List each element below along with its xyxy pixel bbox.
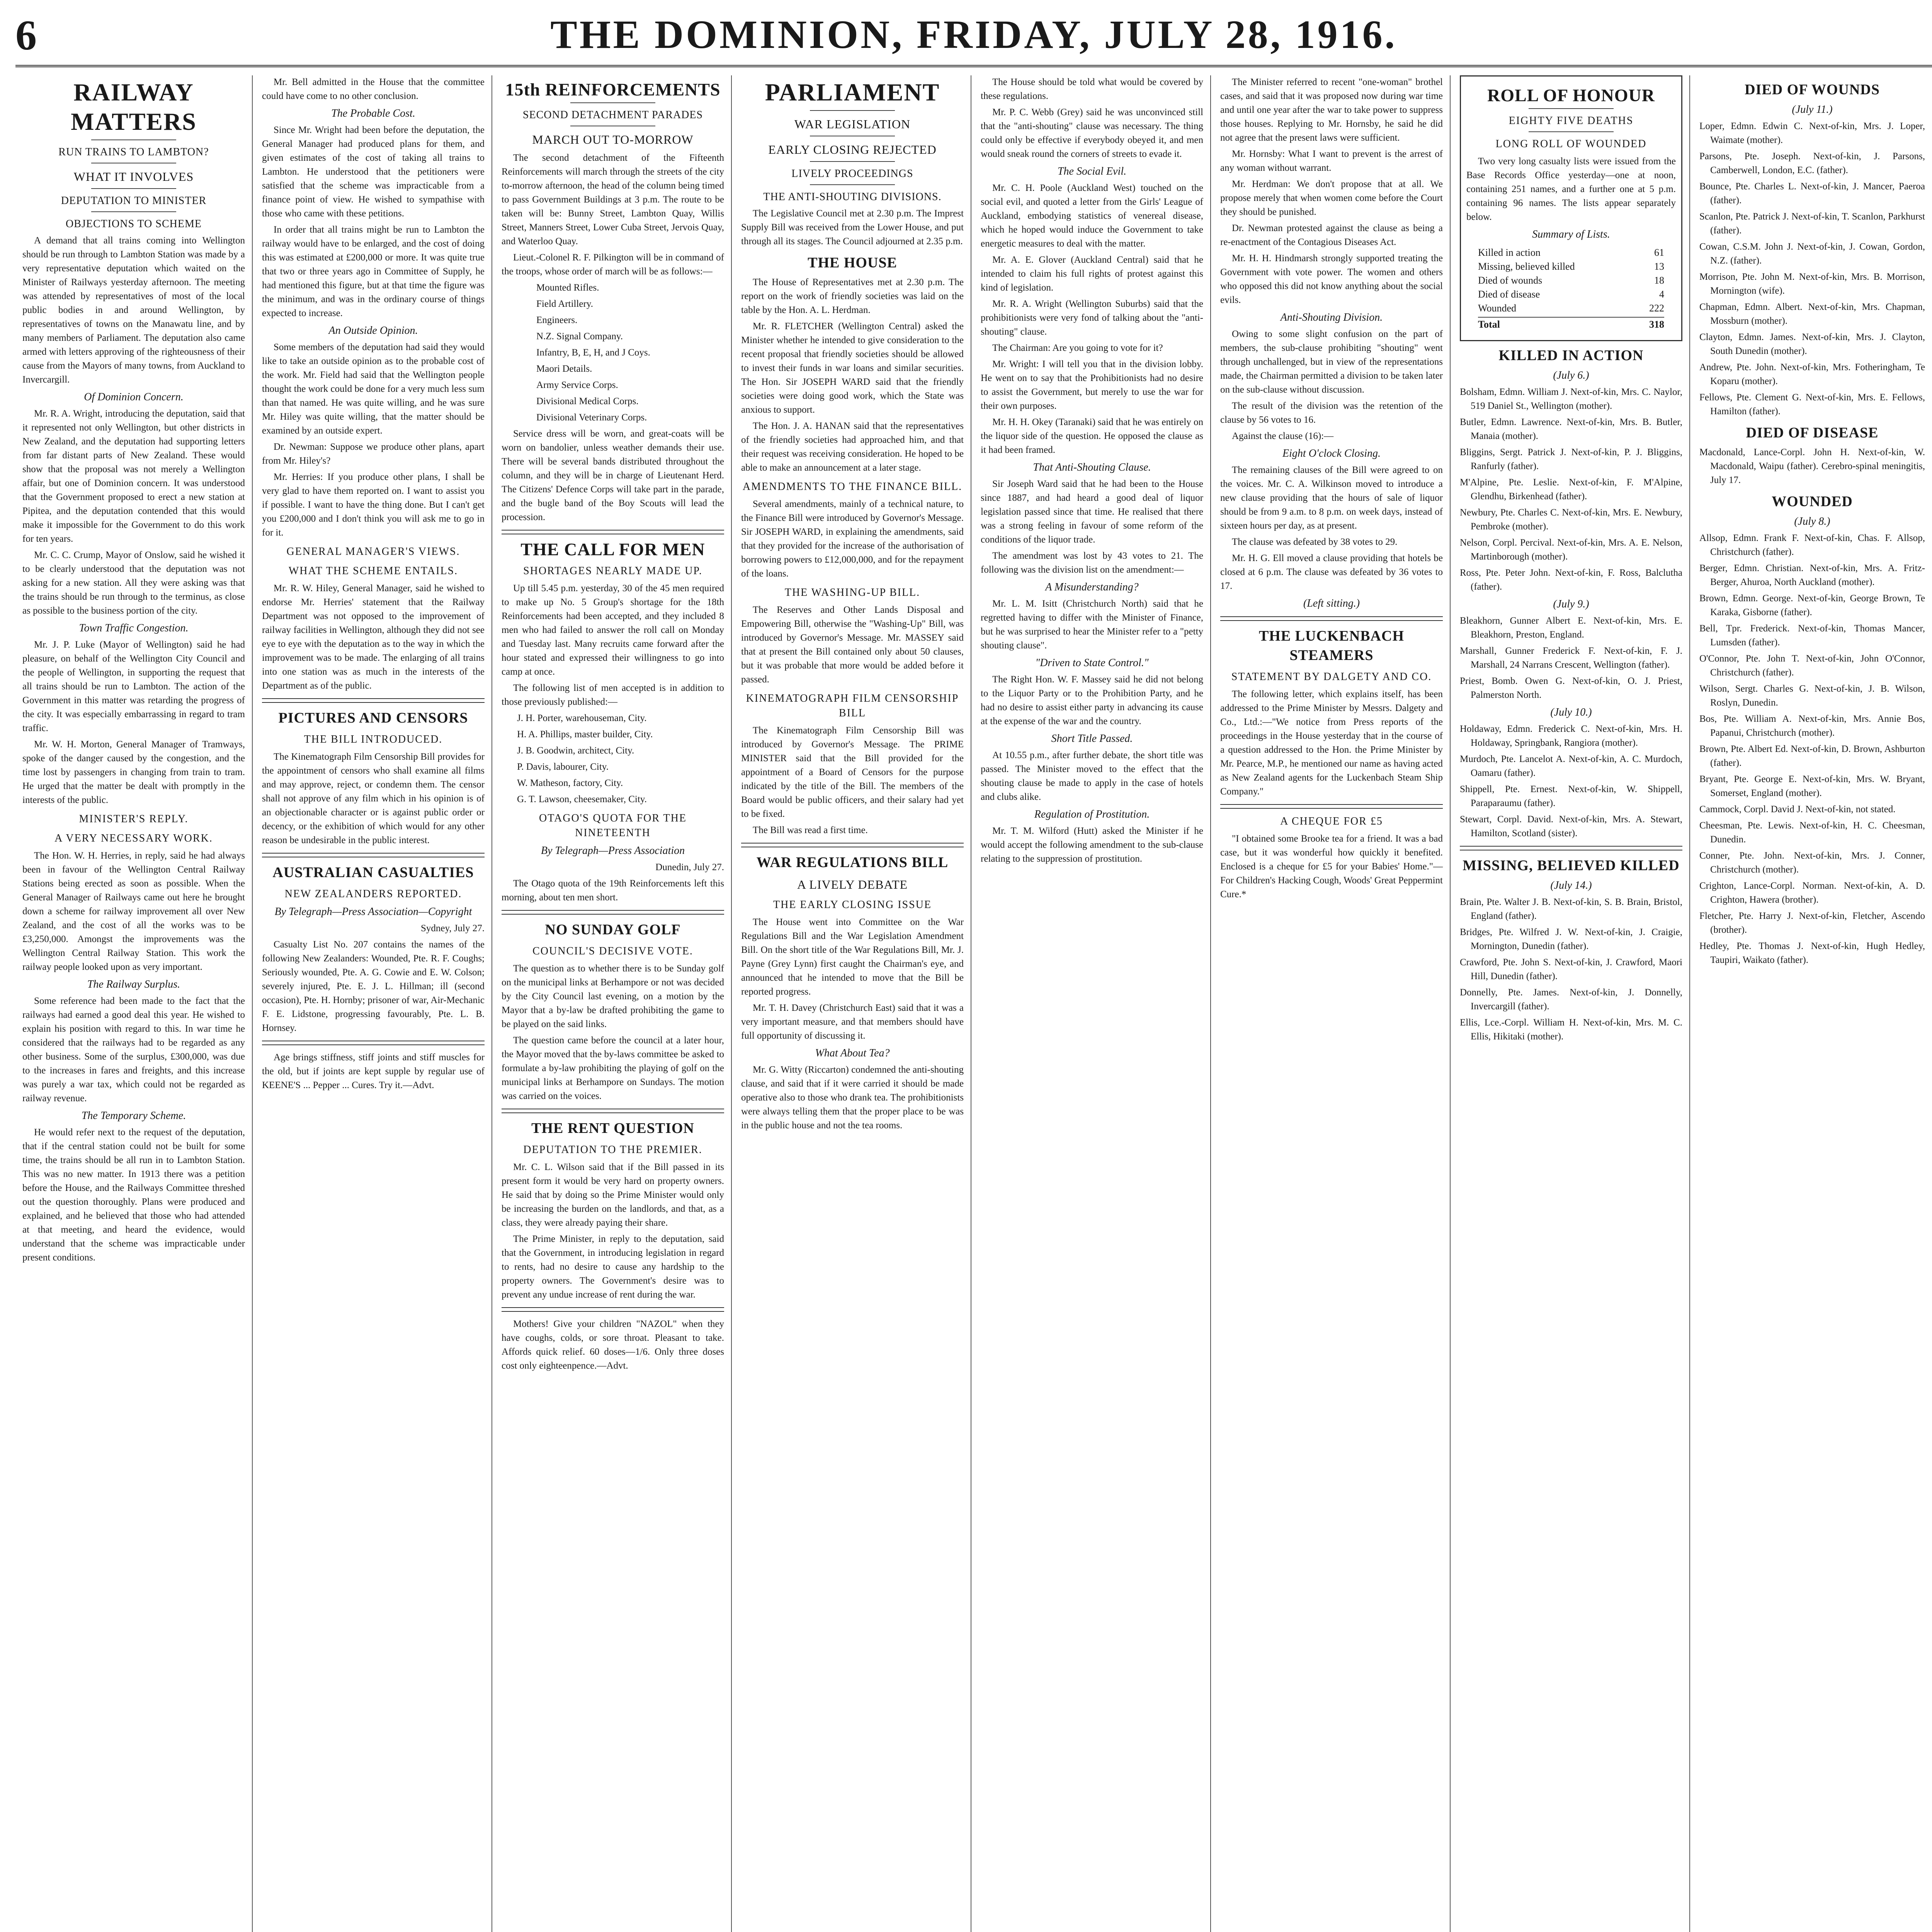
subheading: THE ANTI-SHOUTING DIVISIONS. (763, 191, 942, 203)
dateline: Sydney, July 27. (420, 923, 485, 934)
divider (91, 211, 176, 212)
subheading: That Anti-Shouting Clause. (1033, 461, 1151, 473)
summary-value: 13 (1654, 261, 1664, 272)
column-parliament-end (1213, 75, 1450, 1932)
paragraph: Mr. W. H. Morton, General Manager of Tramways, spoke of the danger caused by the congestion, and the time lost by passengers in changing from train to tram. He urged that the matter be dealt with promptly in the interests of the public. (22, 739, 245, 805)
summary-row (1478, 274, 1664, 287)
casualty-list (1699, 531, 1925, 967)
paragraph: The Hon. J. A. HANAN said that the representatives of the friendly societies had approached him, and that their request was receiving consideration. He hoped to be able to make an announcement at a later stage. (741, 421, 964, 473)
column-rule (1689, 75, 1690, 1932)
list-item: Stewart, Corpl. David. Next-of-kin, Mrs. A. Stewart, Hamilton, Scotland (sister). (1460, 814, 1682, 838)
paragraph: Mr. R. W. Hiley, General Manager, said he wished to endorse Mr. Herries' statement that the Railway Department was not opposed to the improvement of railway facilities in Wellington, although they did not see eye to eye with the deputation as to the way in which the improvement was to be made. The enlarging of all trains into one station was as much in the interests of the Department as of the public. (262, 583, 485, 691)
list-item: Army Service Corps. (536, 380, 618, 390)
list-item: Bliggins, Sergt. Patrick J. Next-of-kin, P. J. Bliggins, Ranfurly (father). (1460, 447, 1682, 471)
list-item: Macdonald, Lance-Corpl. John H. Next-of-kin, W. Macdonald, Waipu (father). Cerebro-spinal meningitis, July 17. (1699, 447, 1925, 485)
paragraph: The Chairman: Are you going to vote for it? (992, 343, 1163, 353)
paragraph: Mr. H. H. Okey (Taranaki) said that he was entirely on the liquor side of the question. He opposed the clause as it had been framed. (981, 417, 1204, 455)
casualty-list (1699, 119, 1925, 418)
list-item: Holdaway, Edmn. Frederick C. Next-of-kin, Mrs. H. Holdaway, Springbank, Rangiora (mother). (1460, 724, 1682, 748)
list-item: Cammock, Corpl. David J. Next-of-kin, not stated. (1699, 804, 1896, 815)
headline-railway-matters: RAILWAY MATTERS (71, 78, 197, 135)
list-item: Field Artillery. (536, 299, 593, 309)
paragraph: The Prime Minister, in reply to the deputation, said that the Government, in introducing legislation in regard to rents, had no desire to cause any hardship to the property owners. The Government's desire was to prevent any undue increase of rent during the war. (502, 1234, 724, 1300)
paragraph: Mr. Wright: I will tell you that in the division lobby. He went on to say that the Prohibitionists had no desire to assist the Government, but merely to use the war for their own purposes. (981, 359, 1203, 411)
list-item: Butler, Edmn. Lawrence. Next-of-kin, Mrs. B. Butler, Manaia (mother). (1460, 417, 1682, 441)
list-item: Ross, Pte. Peter John. Next-of-kin, F. Ross, Balclutha (father). (1460, 568, 1682, 592)
divider (502, 530, 724, 534)
byline: By Telegraph—Press Association—Copyright (274, 906, 472, 918)
divider (262, 853, 485, 857)
paragraph: The question as to whether there is to be Sunday golf on the municipal links at Berhampore or not was decided by the City Council last evening, on a motion by the Mayor that a by-law be drafted prohibiting the game to be played on the said links. (502, 963, 724, 1029)
paragraph: Dr. Newman: Suppose we produce other plans, apart from Mr. Hiley's? (262, 442, 485, 466)
paragraph: The House went into Committee on the War Regulations Bill and the War Legislation Amendment Bill. On the short title of the War Regulations Bill, Mr. J. Payne (Grey Lynn) first caught the Chairman's eye, and announced that he intended to move that the Bill be reported progress. (741, 917, 964, 997)
list-item: Nelson, Corpl. Percival. Next-of-kin, Mrs. A. E. Nelson, Martinborough (mother). (1460, 537, 1682, 562)
headline-killed-in-action: KILLED IN ACTION (1498, 347, 1644, 364)
subheading: MINISTER'S REPLY. (79, 813, 189, 825)
subheading: Regulation of Prostitution. (1034, 808, 1150, 820)
subheading: THE EARLY CLOSING ISSUE (773, 899, 932, 911)
divider (502, 1109, 724, 1113)
paragraph: Mr. C. H. Poole (Auckland West) touched on the social evil, and quoted a letter from the Girls' League of Auckland, embodying statistics of venereal disease, which he hoped would induce the Government to take energetic measures to deal with the matter. (981, 183, 1203, 249)
subheading: SHORTAGES NEARLY MADE UP. (523, 565, 702, 577)
list-item: Morrison, Pte. John M. Next-of-kin, Mrs. B. Morrison, Mornington (wife). (1699, 272, 1925, 296)
headline-cheque: A CHEQUE FOR £5 (1280, 815, 1383, 827)
headline-roll-of-honour: ROLL OF HONOUR (1487, 85, 1655, 105)
list-item: J. H. Porter, warehouseman, City. (517, 713, 647, 723)
summary-label: Wounded (1478, 303, 1516, 314)
date-heading: (July 8.) (1794, 515, 1830, 527)
subheading-the-house: THE HOUSE (808, 255, 897, 271)
paragraph: Owing to some slight confusion on the part of members, the sub-clause prohibiting "shouting" went through unchallenged, but in view of the representations made, the Chairman permitted a division to be taken later on the sub-clause without discussion. (1220, 329, 1443, 395)
summary-label: Missing, believed killed (1478, 261, 1575, 272)
subheading: WAR LEGISLATION (794, 117, 911, 131)
list-item: J. B. Goodwin, architect, City. (517, 745, 634, 756)
paragraph: The following list of men accepted is in addition to those previously published:— (502, 683, 724, 707)
paragraph: Mr. Hornsby: What I want to prevent is the arrest of any woman without warrant. (1220, 149, 1443, 173)
paragraph: Some reference had been made to the fact that the railways had earned a good deal this year. He wished to explain his position with regard to this. In war time he considered that the railways had to be regarded as any other business. Some of the surplus, £300,000, was due to the increases in fares and freights, and this increase was purely a war tax, which could not be regarded as railway revenue. (22, 996, 245, 1104)
summary-value: 61 (1654, 247, 1664, 258)
list-item: Hedley, Pte. Thomas J. Next-of-kin, Hugh Hedley, Taupiri, Waikato (father). (1699, 941, 1925, 965)
paragraph: He would refer next to the request of the deputation, that if the central station could not be built for some time, the trains should be all run in to Lambton Station. This was no new matter. In 1913 there was a petition before the House, and the Railways Committee threshed out the question thoroughly. Plans were produced and explained, and he believed that those who had attended at that meeting, and heard the evidence, would understand that the scheme was impracticable under present conditions. (22, 1127, 245, 1263)
subheading: What About Tea? (815, 1047, 890, 1059)
subheading: The Railway Surplus. (87, 978, 180, 990)
list-item: H. A. Phillips, master builder, City. (517, 729, 653, 740)
casualty-list (1460, 722, 1682, 840)
column-railway-matters (15, 75, 252, 1932)
headline-15th-reinforcements: 15th REINFORCEMENTS (505, 80, 721, 99)
headline-luckenbach-steamers: THE LUCKENBACH STEAMERS (1259, 628, 1405, 663)
paragraph: The Hon. W. H. Herries, in reply, said he had always been in favour of the Wellington Central Railway Stations being erected as soon as possible. When the General Manager of Railways came out here he brought down a scheme for railway improvement all over New Zealand, and the cost of all the works was to be £3,250,000. Amongst the improvements was the Wellington Central Railway Station. This work the railway people looked upon as very important. (22, 850, 245, 972)
paragraph: Mr. G. Witty (Riccarton) condemned the anti-shouting clause, and said that if it were carried it should be made operative also to those who drank tea. The prohibitionists were always telling them that the proper place to be was in the public house and not the tea rooms. (741, 1065, 964, 1131)
paragraph: A demand that all trains coming into Wellington should be run through to Lambton Station was made by a very representative deputation which waited on the Minister of Railways yesterday afternoon. The meeting was attended by representatives of most of the local public bodies in and around Wellington, by representatives of towns on the Manawatu line, and by many members of Parliament. The deputation also came armed with letters approving of the righteousness of their cause from the Mayors of many towns, from Auckland to Invercargill. (22, 235, 245, 385)
subheading: The Probable Cost. (331, 107, 415, 119)
subheading: EARLY CLOSING REJECTED (768, 143, 937, 156)
list-item: Fellows, Pte. Clement G. Next-of-kin, Mrs. E. Fellows, Hamilton (father). (1699, 392, 1925, 417)
list-item: Divisional Medical Corps. (536, 396, 639, 406)
subheading: EIGHTY FIVE DEATHS (1509, 115, 1634, 127)
paragraph: Mr. C. C. Crump, Mayor of Onslow, said he wished it to be clearly understood that the deputation was not asking for a new station. All they were asking was that the trains should be run through to the terminus, as close as possible to the business portion of the city. (22, 550, 245, 616)
paragraph: Mr. Herdman: We don't propose that at all. We propose merely that when women come before the Court they should be punished. (1220, 179, 1443, 217)
paragraph: The clause was defeated by 38 votes to 29. (1232, 537, 1398, 547)
list-item: Conner, Pte. John. Next-of-kin, Mrs. J. Conner, Christchurch (mother). (1699, 850, 1925, 875)
casualty-list (1460, 895, 1682, 1044)
newspaper-title: THE DOMINION, FRIDAY, JULY 28, 1916. (550, 12, 1397, 57)
paragraph: In order that all trains might be run to Lambton the railway would have to be enlarged, and the cost of doing this was estimated at £200,000 or more. It was quite true that two or three years ago in Committee of Supply, he had mentioned this figure, but at that time the figure was the minimum, and was in the ordinary course of things expected to increase. (262, 224, 485, 318)
paragraph: The remaining clauses of the Bill were agreed to on the voices. Mr. C. A. Wilkinson moved to introduce a new clause providing that the hours of sale of liquor should be from 9 a.m. to 8 p.m. on week days, instead of sixteen hours per day, as at present. (1220, 465, 1443, 531)
headline-wounded: WOUNDED (1772, 493, 1853, 510)
paragraph: Mr. T. M. Wilford (Hutt) asked the Minister if he would accept the following amendment to the sub-clause relating to the suppression of prostitution. (981, 826, 1203, 864)
list-item: Maori Details. (536, 364, 592, 374)
paragraph: Mr. A. E. Glover (Auckland Central) said that he intended to claim his full rights of protest against this kind of legislation. (981, 255, 1203, 293)
list-item: Priest, Bomb. Owen G. Next-of-kin, O. J. Priest, Palmerston North. (1460, 676, 1682, 700)
subheading: AMENDMENTS TO THE FINANCE BILL. (742, 481, 963, 493)
list-item: Newbury, Pte. Charles C. Next-of-kin, Mrs. E. Newbury, Pembroke (mother). (1460, 507, 1682, 532)
list-item: Murdoch, Pte. Lancelot A. Next-of-kin, A. C. Murdoch, Oamaru (father). (1460, 754, 1682, 778)
paragraph: The Otago quota of the 19th Reinforcements left this morning, about ten men short. (502, 878, 724, 903)
subheading: MARCH OUT TO-MORROW (532, 133, 694, 146)
summary-label: Total (1478, 319, 1500, 330)
subhead-objections: OBJECTIONS TO SCHEME (66, 218, 202, 230)
list-item: Scanlon, Pte. Patrick J. Next-of-kin, T. Scanlon, Parkhurst (father). (1699, 211, 1925, 236)
subheading: The Social Evil. (1057, 165, 1127, 177)
advertisement: Mothers! Give your children "NAZOL" when they have coughs, colds, or sore throat. Pleasant to take. Affords quick relief. 60 doses—1/6. Only three doses cost only eighteenpence.—Advt. (502, 1319, 724, 1371)
paragraph: Mr. P. C. Webb (Grey) said he was unconvinced still that the "anti-shouting" clause was necessary. The thing could only be effective if everybody obeyed it, and men would sneak round the corners of streets to evade it. (981, 107, 1203, 159)
paragraph: The question came before the council at a later hour, the Mayor moved that the by-laws committee be asked to formulate a by-law prohibiting the playing of golf on the municipal links at Berhampore on Sundays. The motion was carried on the voices. (502, 1035, 724, 1101)
date-heading: (July 10.) (1550, 706, 1592, 718)
list-item: Bridges, Pte. Wilfred J. W. Next-of-kin, J. Craigie, Mornington, Dunedin (father). (1460, 927, 1682, 951)
list-item: Crawford, Pte. John S. Next-of-kin, J. Crawford, Maori Hill, Dunedin (father). (1460, 957, 1682, 981)
paragraph: The House should be told what would be covered by these regulations. (981, 77, 1203, 101)
subheading: A Misunderstanding? (1045, 581, 1139, 593)
divider (810, 184, 895, 185)
list-item: Mounted Rifles. (536, 282, 599, 293)
summary-row (1478, 260, 1664, 274)
subheading: DEPUTATION TO THE PREMIER. (523, 1144, 702, 1156)
subheading: Anti-Shouting Division. (1280, 311, 1383, 323)
summary-value: 18 (1654, 275, 1664, 286)
divider (1220, 804, 1443, 809)
divider (91, 139, 176, 140)
subheading: SECOND DETACHMENT PARADES (522, 109, 703, 121)
paragraph: The second detachment of the Fifteenth Reinforcements will march through the streets of the city to-morrow afternoon, the head of the column being timed to pass Government Buildings at 3 p.m. The route to be taken will be: Bunny Street, Lambton Quay, Willis Street, Manners Street, Lower Cuba Street, Jervois Quay, and Waterloo Quay. (502, 153, 724, 247)
column-reinforcements (495, 75, 731, 1932)
list-item: Brown, Pte. Albert Ed. Next-of-kin, D. Brown, Ashburton (father). (1699, 744, 1925, 768)
column-roll-of-honour (1453, 75, 1689, 1932)
divider (502, 910, 724, 915)
column-parliament (734, 75, 971, 1932)
list-item: N.Z. Signal Company. (536, 331, 623, 342)
casualty-list (1460, 385, 1682, 594)
subheading: NEW ZEALANDERS REPORTED. (284, 888, 462, 900)
paragraph: Two very long casualty lists were issued from the Base Records Office yesterday—one at noon, containing 251 names, and a further one at 5 p.m. containing 96 names. The lists appear separately below. (1466, 156, 1676, 222)
subheading: LONG ROLL OF WOUNDED (1495, 138, 1647, 150)
paragraph: Mr. T. H. Davey (Christchurch East) said that it was a very important measure, and that members should have full opportunity of discussing it. (741, 1003, 964, 1041)
headline-call-for-men: THE CALL FOR MEN (520, 539, 705, 559)
paragraph: The Reserves and Other Lands Disposal and Empowering Bill, otherwise the "Washing-Up" Bill, was introduced by Governor's Message. Mr. MASSEY said that at present the Bill contained only about 50 clauses, but it was probable that more would be added before it passed. (741, 605, 964, 685)
subheading: A VERY NECESSARY WORK. (54, 832, 213, 844)
subheading: THE BILL INTRODUCED. (304, 733, 443, 745)
divider (741, 843, 964, 847)
list-item: Bleakhorn, Gunner Albert E. Next-of-kin, Mrs. E. Bleakhorn, Preston, England. (1460, 616, 1682, 640)
paragraph: The Minister referred to recent "one-woman" brothel cases, and said that it was proposed now during war time and until one year after the war to take power to suppress those houses. Replying to Mr. Hornsby, he said he did not agree that the present laws were sufficient. (1220, 77, 1443, 143)
paragraph: The result of the division was the retention of the clause by 56 votes to 16. (1220, 401, 1443, 425)
summary-label: Died of disease (1478, 289, 1540, 300)
column-rule (731, 75, 732, 1932)
paragraph: The Right Hon. W. F. Massey said he did not belong to the Liquor Party or to the Prohibition Party, and he had no desire to assist either party in advancing its cause at the expense of the war and the country. (981, 674, 1203, 726)
divider (810, 110, 895, 111)
paragraph: Service dress will be worn, and great-coats will be worn on bandolier, unless weather demands their use. There will be several bands distributed throughout the column, and they will be in charge of Lieutenant Herd. The Citizens' Defence Corps will take part in the parade, and the bugle band of the Boy Scouts will lead the procession. (502, 429, 724, 522)
list-item: Bryant, Pte. George E. Next-of-kin, Mrs. W. Bryant, Somerset, England (mother). (1699, 774, 1925, 798)
subheading: Of Dominion Concern. (84, 391, 184, 403)
list-item: Chapman, Edmn. Albert. Next-of-kin, Mrs. Chapman, Mossburn (mother). (1699, 302, 1925, 326)
paragraph: Some members of the deputation had said they would like to take an outside opinion as to the probable cost of the work. Mr. Field had said that the Wellington people thought the work could be done for a very much less sum than that named. He was quite willing, and he was sure Mr. Hiley was quite willing, that the matter should be examined by an outside expert. (262, 342, 485, 436)
list-item: Donnelly, Pte. James. Next-of-kin, J. Donnelly, Invercargill (father). (1460, 987, 1682, 1012)
subheading: Town Traffic Congestion. (79, 622, 189, 634)
list-item: Bolsham, Edmn. William J. Next-of-kin, Mrs. C. Naylor, 519 Daniel St., Wellington (mother). (1460, 387, 1682, 411)
list-item: Allsop, Edmn. Frank F. Next-of-kin, Chas. F. Allsop, Christchurch (father). (1699, 533, 1925, 557)
list-item: G. T. Lawson, cheesemaker, City. (517, 794, 647, 804)
paragraph: The House of Representatives met at 2.30 p.m. The report on the work of friendly societies was laid on the table by the Hon. A. L. Herdman. (741, 277, 964, 315)
subheading: THE WASHING-UP BILL. (784, 587, 920, 599)
divider (1460, 846, 1682, 850)
paragraph: Since Mr. Wright had been before the deputation, the General Manager had produced plans for them, and given estimates of the cost of taking all trains to Lambton. He understood that the petitioners were satisfied that the scheme was impracticable from a finance point of view. He wished to sympathise with those who came with these petitions. (262, 125, 485, 219)
summary-label: Died of wounds (1478, 275, 1543, 286)
headline-missing-believed-killed: MISSING, BELIEVED KILLED (1463, 857, 1680, 874)
headline-parliament: PARLIAMENT (765, 78, 940, 106)
subheading: COUNCIL'S DECISIVE VOTE. (532, 945, 693, 957)
divider (502, 1307, 724, 1312)
paragraph: Against the clause (16):— (1232, 431, 1334, 441)
list-item: Wilson, Sergt. Charles G. Next-of-kin, J. B. Wilson, Roslyn, Dunedin. (1699, 684, 1925, 708)
date-heading: (July 9.) (1553, 598, 1589, 610)
subheading: Short Title Passed. (1051, 733, 1133, 745)
paragraph: Mr. J. P. Luke (Mayor of Wellington) said he had pleasure, on behalf of the Wellington City Council and the people of Wellington, in supporting the request that all trains should be run to Lambton. The action of the Government in this matter was retarding the progress of the city. It was especially embarrassing in regard to tram traffic. (22, 639, 245, 733)
paragraph: Mr. Bell admitted in the House that the committee could have come to no other conclusion. (262, 77, 485, 101)
divider (91, 188, 176, 189)
dateline: Dunedin, July 27. (655, 862, 724, 872)
subhead-run-trains: RUN TRAINS TO LAMBTON? (58, 146, 209, 158)
list-item: O'Connor, Pte. John T. Next-of-kin, John O'Connor, Christchurch (father). (1699, 653, 1925, 678)
list-item: Bell, Tpr. Frederick. Next-of-kin, Thomas Mancer, Lumsden (father). (1699, 623, 1925, 648)
headline-war-regulations: WAR REGULATIONS BILL (756, 854, 949, 871)
list-item: Divisional Veterinary Corps. (536, 412, 647, 423)
paragraph: Mr. Herries: If you produce other plans, I shall be very glad to have them reported on. I want to assist you if possible. I want to have the thing done. But I can't get you £200,000 and I don't think you will ask me to go in for it. (262, 472, 485, 538)
summary-value: 4 (1659, 289, 1664, 300)
subheading: KINEMATOGRAPH FILM CENSORSHIP BILL (746, 692, 959, 719)
paragraph: Mr. R. A. Wright, introducing the deputation, said that it represented not only Wellington, but other districts in New Zealand, and the deputation had supporting letters from far distant parts of New Zealand. These would show that the proposal was not merely a Wellington affair, but one of Dominion concern. It was understood that the Government proposed to erect a new station at Pipitea, and the deputation contended that this would make it impossible for the Government to do this work for ten years. (22, 408, 245, 544)
list-item: Shippell, Pte. Ernest. Next-of-kin, W. Shippell, Paraparaumu (father). (1460, 784, 1682, 808)
list-item: Infantry, B, E, H, and J Coys. (536, 347, 650, 358)
headline-australian-casualties: AUSTRALIAN CASUALTIES (272, 864, 474, 881)
summary-value: 318 (1649, 319, 1664, 330)
subheading: "Driven to State Control." (1035, 657, 1149, 669)
byline: By Telegraph—Press Association (541, 845, 685, 857)
roll-of-honour-box (1460, 75, 1682, 341)
divider (570, 102, 655, 103)
list-item: Brain, Pte. Walter J. B. Next-of-kin, S. B. Brain, Bristol, England (father). (1460, 897, 1682, 921)
list-item: Parsons, Pte. Joseph. Next-of-kin, J. Parsons, Camberwell, London, E.C. (father). (1699, 151, 1925, 175)
paragraph: Dr. Newman protested against the clause as being a re-enactment of the Contagious Diseases Act. (1220, 223, 1443, 247)
list-item: Crighton, Lance-Corpl. Norman. Next-of-kin, A. D. Crighton, Hawera (brother). (1699, 881, 1925, 905)
list-item: Engineers. (536, 315, 578, 325)
list-item: Andrew, Pte. John. Next-of-kin, Mrs. Fotheringham, Te Koparu (mother). (1699, 362, 1925, 386)
paragraph: Sir Joseph Ward said that he had been to the House since 1887, and had heard a good deal of liquor legislation passed since that time. He realised that there was a strong feeling in favour of some reform of the conditions of the liquor trade. (981, 479, 1203, 545)
paragraph: Mr. C. L. Wilson said that if the Bill passed in its present form it would be very hard on property owners. He said that by doing so the Prime Minister would only be increasing the burden on the landlords, and that, as a class, they were already paying their share. (502, 1162, 724, 1228)
masthead (15, 7, 1932, 67)
column-died-of-wounds (1692, 75, 1932, 1932)
paragraph: The Bill was read a first time. (753, 825, 868, 835)
divider (810, 161, 895, 162)
headline-no-sunday-golf: NO SUNDAY GOLF (545, 922, 681, 938)
subhead-deputation: DEPUTATION TO MINISTER (61, 195, 207, 207)
list-item: Berger, Edmn. Christian. Next-of-kin, Mrs. A. Fritz-Berger, Ahuroa, North Auckland (mother). (1699, 563, 1925, 587)
column-rule (1210, 75, 1211, 1932)
paragraph: Mr. R. FLETCHER (Wellington Central) asked the Minister whether he intended to give consideration to the recent proposal that friendly societies should be allowed to invest their funds in war loans and similar securities. The Hon. Sir JOSEPH WARD said that the friendly societies were doing good work, which the State was anxious to support. (741, 321, 964, 415)
headline-rent-question: THE RENT QUESTION (531, 1120, 694, 1136)
subheading: LIVELY PROCEEDINGS (791, 168, 913, 180)
date-heading: (July 6.) (1553, 369, 1589, 381)
page-number: 6 (15, 12, 37, 59)
order-of-march (502, 281, 724, 425)
summary-row (1478, 287, 1664, 301)
list-item: Ellis, Lce.-Corpl. William H. Next-of-kin, Mrs. M. C. Ellis, Hikitaki (mother). (1460, 1017, 1682, 1042)
divider (1529, 131, 1614, 132)
casualty-list (1699, 446, 1925, 487)
paragraph: The Legislative Council met at 2.30 p.m. The Imprest Supply Bill was received from the Lower House, and put through all its stages. The Council adjourned at 2.35 p.m. (741, 208, 964, 247)
date-heading: (July 14.) (1550, 879, 1592, 891)
paragraph: Mr. R. A. Wright (Wellington Suburbs) said that the prohibitionists were very fond of talking about the "anti-shouting" clause. (981, 299, 1203, 337)
divider (1220, 616, 1443, 621)
list-item: Clayton, Edmn. James. Next-of-kin, Mrs. J. Clayton, South Dunedin (mother). (1699, 332, 1925, 356)
subheading: STATEMENT BY DALGETY AND CO. (1231, 671, 1432, 683)
paragraph: The following letter, which explains itself, has been addressed to the Prime Minister by Messrs. Dalgety and Co., Ltd.:—"We notice from Press reports of the proceedings in the House yesterday that in the course of a question addressed to the Hon. the Prime Minister by Mr. Pearce, M.P., he mentioned our name as having acted as New Zealand agents for the Luckenbach Steam Ship Company." (1220, 689, 1443, 797)
column-rule (252, 75, 253, 1932)
headline-died-of-disease: DIED OF DISEASE (1746, 425, 1879, 441)
summary-label: Killed in action (1478, 247, 1541, 258)
paragraph: Lieut.-Colonel R. F. Pilkington will be in command of the troops, whose order of march will be as follows:— (502, 252, 724, 277)
paragraph: Mr. H. G. Ell moved a clause providing that hotels be closed at 6 p.m. The clause was defeated by 36 votes to 17. (1220, 553, 1443, 591)
summary-title: Summary of Lists. (1532, 228, 1610, 240)
paragraph: Mr. H. H. Hindmarsh strongly supported treating the Government with vote power. The women and others who opposed this did not know anything about the social evils. (1220, 253, 1443, 305)
paragraph: At 10.55 p.m., after further debate, the short title was passed. The Minister moved to the effect that the shouting clause be made to apply in the case of hotels and clubs alike. (981, 750, 1203, 802)
summary-value: 222 (1649, 303, 1664, 314)
column-rule (1450, 75, 1451, 1932)
list-item: Bounce, Pte. Charles L. Next-of-kin, J. Mancer, Paeroa (father). (1699, 181, 1925, 206)
subheading: A LIVELY DEBATE (797, 878, 908, 891)
list-item: Fletcher, Pte. Harry J. Next-of-kin, Fletcher, Ascendo (brother). (1699, 911, 1925, 935)
list-item: Cowan, C.S.M. John J. Next-of-kin, J. Cowan, Gordon, N.Z. (father). (1699, 242, 1925, 266)
subheading: The Temporary Scheme. (81, 1110, 186, 1122)
paragraph: Several amendments, mainly of a technical nature, to the Finance Bill were introduced by Governor's Message. Sir JOSEPH WARD, in explaining the amendments, said that they provided for the increase of the authorisation of borrowing powers to £12,000,000, and for the repayment of the loans. (741, 499, 964, 579)
divider (1529, 108, 1614, 109)
paragraph: Casualty List No. 207 contains the names of the following New Zealanders: Wounded, Pte. R. F. Coughs; Seriously wounded, Pte. A. G. Cowie and E. W. Colson; severely injured, Pte. E. J. L. Hillman; ill (second occasion), Pte. H. Hornby; prisoner of war, Air-Mechanic F. E. Lidstone, progressing favourably, Pte. L. B. Hornsey. (262, 939, 485, 1033)
summary-total (1478, 317, 1664, 332)
paragraph: The Kinematograph Film Censorship Bill provides for the appointment of censors who shall examine all films and may approve, reject, or condemn them. The censor shall not approve of any film which in his opinion is of an objectionable character or is against public order or decency, or the exhibition of which would for any other reason be undesirable in the public interest. (262, 752, 485, 845)
subheading: WHAT THE SCHEME ENTAILS. (288, 565, 458, 577)
summary-row (1478, 301, 1664, 315)
paragraph: The Kinematograph Film Censorship Bill was introduced by Governor's Message. The PRIME MINISTER said that the Bill provided for the appointment of a Board of Censors for the purpose indicated by the title of the Bill. The members of the Board would be public officers, and their salary had yet to be fixed. (741, 725, 964, 819)
casualty-list (1460, 614, 1682, 702)
advertisement: Age brings stiffness, stiff joints and stiff muscles for the old, but if joints are kept supple by regular use of KEENE'S ... Pepper ... Cures. Try it.—Advt. (262, 1052, 485, 1090)
divider (262, 1041, 485, 1045)
list-item: Loper, Edmn. Edwin C. Next-of-kin, Mrs. J. Loper, Waimate (mother). (1699, 121, 1925, 145)
summary-row (1478, 246, 1664, 260)
paragraph: Mr. L. M. Isitt (Christchurch North) said that he regretted having to differ with the Minister of Finance, but he was surprised to hear the Minister refer to a "petty shouting clause". (981, 599, 1203, 651)
list-item: Bos, Pte. William A. Next-of-kin, Mrs. Annie Bos, Papanui, Christchurch (mother). (1699, 714, 1925, 738)
headline-pictures-and-censors: PICTURES AND CENSORS (278, 710, 468, 726)
paragraph: Up till 5.45 p.m. yesterday, 30 of the 45 men required to make up No. 5 Group's shortage for the 18th Reinforcements had been accepted, and they included 8 men who had failed to answer the roll call on Monday and Tuesday last. Many recruits came forward after the hour stated and expressed their willingness to go into camp at once. (502, 583, 724, 677)
column-railway-continued (255, 75, 492, 1932)
subheading: OTAGO'S QUOTA FOR THE NINETEENTH (539, 812, 687, 839)
divider (262, 698, 485, 703)
list-item: Cheesman, Pte. Lewis. Next-of-kin, H. C. Cheesman, Dunedin. (1699, 820, 1925, 845)
headline-died-of-wounds: DIED OF WOUNDS (1745, 82, 1880, 98)
column-parliament-continued (974, 75, 1210, 1932)
list-item: M'Alpine, Pte. Leslie. Next-of-kin, F. M'Alpine, Glendhu, Birkenhead (father). (1460, 477, 1682, 502)
paragraph: The amendment was lost by 43 votes to 21. The following was the division list on the amendment:— (981, 551, 1203, 575)
subheading: GENERAL MANAGER'S VIEWS. (286, 546, 460, 558)
recruit-list (502, 711, 724, 806)
advertisement: "I obtained some Brooke tea for a friend. It was a bad case, but it was wonderful how quickly it benefited. Enclosed is a cheque for £5 for your Babies' Home."—For Children's Hacking Cough, Woods' Great Peppermint Cure.* (1220, 833, 1443, 900)
list-item: W. Matheson, factory, City. (517, 778, 623, 788)
left-sitting: (Left sitting.) (1303, 597, 1360, 609)
list-item: P. Davis, labourer, City. (517, 762, 609, 772)
summary-table (1478, 246, 1664, 332)
subhead-what-it-involves: WHAT IT INVOLVES (73, 170, 194, 184)
subheading: Eight O'clock Closing. (1282, 447, 1381, 459)
subheading: An Outside Opinion. (328, 325, 418, 337)
list-item: Brown, Edmn. George. Next-of-kin, George Brown, Te Karaka, Gisborne (father). (1699, 593, 1925, 617)
list-item: Marshall, Gunner Frederick F. Next-of-kin, F. J. Marshall, 24 Narrans Crescent, Wellington (father). (1460, 646, 1682, 670)
date-heading: (July 11.) (1792, 104, 1833, 116)
